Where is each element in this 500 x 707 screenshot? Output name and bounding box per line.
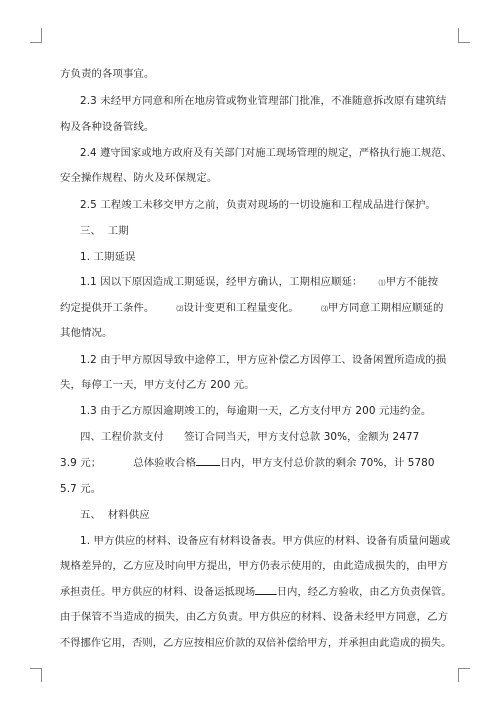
- clause-1-2-line-2: 失，每停工一天，甲方支付乙方 200 元。: [60, 379, 255, 392]
- clause-1-2-line-1: 1.2 由于甲方原因导致中途停工，甲方应补偿乙方因停工、设备闲置所造成的损: [80, 353, 447, 366]
- section-heading-payment: 四、工程价款支付 签订合同当天，甲方支付总款 30%，金额为 2477: [80, 431, 420, 444]
- blank-underline: [255, 585, 277, 595]
- clause-2-3-line-1: 2.3 未经甲方同意和所在地房管或物业管理部门批准，不准随意拆改原有建筑结: [80, 95, 447, 108]
- payment-line-3: 5.7 元。: [60, 482, 102, 495]
- clause-2-4-line-1: 2.4 遵守国家或地方政府及有关部门对施工现场管理的规定，严格执行施工规范、: [80, 146, 453, 159]
- clause-1-1-line-3: 其他情况。: [60, 327, 113, 340]
- clause-2-4-line-2: 安全操作规程、防火及环保规定。: [60, 172, 218, 185]
- materials-line-3: 承担责任。甲方供应的材料、设备运抵现场 日内，经乙方验收，由乙方负责保管。: [60, 585, 452, 598]
- materials-line-2: 规格差异的，乙方应及时向甲方提出，甲方仍表示使用的，由此造成损失的，由甲方: [60, 560, 449, 573]
- section-heading-materials: 五、 材料供应: [80, 509, 150, 521]
- clause-2-5: 2.5 工程竣工未移交甲方之前，负责对现场的一切设施和工程成品进行保护。: [80, 198, 436, 211]
- materials-line-1: 1. 甲方供应的材料、设备应有材料设备表。甲方供应的材料、设备有质量问题或: [80, 534, 451, 547]
- clause-2-3-line-2: 构及各种设备管线。: [60, 120, 155, 133]
- clause-1-1-line-2: 约定提供开工条件。 ⑵设计变更和工程量变化。 ⑶甲方同意工期相应顺延的: [60, 301, 444, 314]
- blank-underline: [196, 456, 220, 466]
- clause-1-3: 1.3 由于乙方原因逾期竣工的，每逾期一天，乙方支付甲方 200 元违约金。: [80, 405, 432, 417]
- section-heading-schedule: 三、 工期: [80, 225, 129, 237]
- materials-line-5: 不得挪作它用，否则，乙方应按相应价款的双倍补偿给甲方，并承担由此造成的损失。: [60, 637, 452, 649]
- materials-line-4: 由于保管不当造成的损失，由乙方负责。甲方供应的材料、设备未经甲方同意，乙方: [60, 611, 449, 624]
- paragraph-line: 方负责的各项事宜。: [60, 68, 155, 80]
- clause-1-1-line-1: 1.1 因以下原因造成工期延误，经甲方确认，工期相应顺延： ⑴甲方不能按: [80, 276, 439, 289]
- subheading-delay: 1. 工期延误: [80, 250, 136, 263]
- payment-line-2: 3.9 元； 总体验收合格 日内，甲方支付总价款的剩余 70%，计 5780: [60, 457, 435, 469]
